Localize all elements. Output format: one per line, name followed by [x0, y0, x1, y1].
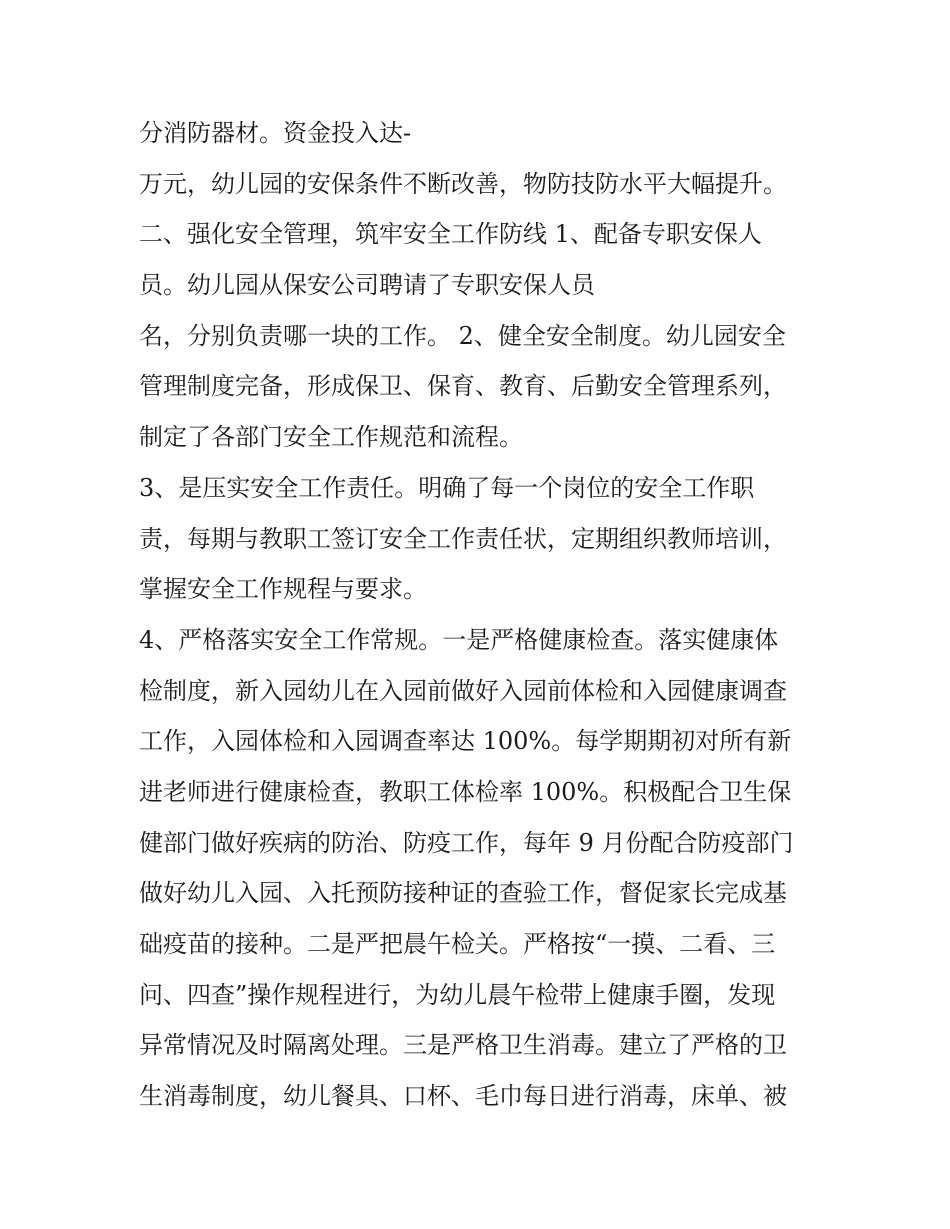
- text-line: 员。幼儿园从保安公司聘请了专职安保人员: [139, 271, 595, 300]
- text-line: 异常情况及时隔离处理。三是严格卫生消毒。建立了严格的卫: [139, 1031, 787, 1060]
- text-line: 3、是压实安全工作责任。明确了每一个岗位的安全工作职: [139, 473, 755, 502]
- text-line: 健部门做好疾病的防治、防疫工作，每年 9 月份配合防疫部门: [139, 828, 794, 857]
- text-line: 生消毒制度，幼儿餐具、口杯、毛巾每日进行消毒，床单、被: [139, 1082, 787, 1111]
- text-line: 名，分别负责哪一块的工作。 2、健全安全制度。幼儿园安全: [139, 321, 786, 350]
- text-line: 责，每期与教职工签订安全工作责任状，定期组织教师培训，: [139, 524, 787, 553]
- text-line: 础疫苗的接种。二是严把晨午检关。严格按“一摸、二看、三: [139, 930, 776, 958]
- text-line: 4、严格落实安全工作常规。一是严格健康检查。落实健康体: [139, 625, 779, 654]
- text-line: 分消防器材。资金投入达-: [139, 119, 412, 147]
- text-line: 万元，幼儿园的安保条件不断改善，物防技防水平大幅提升。: [139, 169, 787, 198]
- text-line: 管理制度完备，形成保卫、保育、教育、后勤安全管理系列，: [139, 372, 787, 401]
- text-line: 工作，入园体检和入园调查率达 100%。每学期期初对所有新: [139, 727, 792, 756]
- text-line: 掌握安全工作规程与要求。: [139, 575, 427, 604]
- text-line: 制定了各部门安全工作规范和流程。: [139, 423, 523, 452]
- text-line: 进老师进行健康检查，教职工体检率 100%。积极配合卫生保: [139, 777, 792, 806]
- body-text: [139, 108, 829, 1122]
- text-line: 问、四查”操作规程进行，为幼儿晨午检带上健康手圈，发现: [139, 980, 776, 1009]
- text-line: 二、强化安全管理，筑牢安全工作防线 1、配备专职安保人: [139, 220, 762, 249]
- text-line: 检制度，新入园幼儿在入园前做好入园前体检和入园健康调查: [139, 676, 787, 705]
- text-line: 做好幼儿入园、入托预防接种证的查验工作，督促家长完成基: [139, 879, 787, 908]
